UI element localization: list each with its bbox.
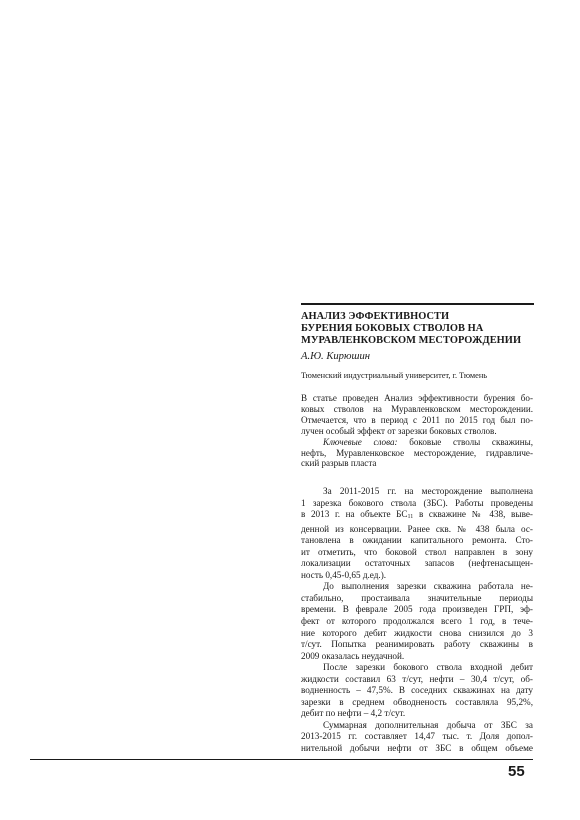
abstract-line: Отмечается, что в период с 2011 по 2015 год был по- bbox=[301, 414, 533, 425]
body-line: стабильно, простаивала значительные периоды bbox=[301, 592, 533, 603]
body-line: фект от которого продолжался всего 1 год, в тече- bbox=[301, 616, 533, 627]
abstract bbox=[301, 393, 533, 469]
abstract-line: В статье проведен Анализ эффективности бурения бо- bbox=[301, 393, 533, 403]
paragraph bbox=[301, 720, 533, 755]
footer-rule bbox=[30, 759, 533, 760]
body-line: ние которого дебит жидкости снова снизился до 3 bbox=[301, 627, 533, 638]
body-line: зарезки в среднем обводненость составляла 95,2%, bbox=[301, 696, 533, 707]
keywords-line: нефть, Муравленковское месторождение, гидравличе- bbox=[301, 447, 533, 458]
author-affiliation: Тюменский индустриальный университет, г. Тюмень bbox=[301, 371, 488, 380]
paragraph bbox=[301, 486, 533, 581]
author-name: А.Ю. Кирюшин bbox=[301, 351, 370, 362]
keywords-line bbox=[301, 437, 533, 448]
body-line: Суммарная дополнительная добыча от ЗБС за bbox=[323, 719, 533, 730]
body-line: водненность – 47,5%. В соседних скважинах на дату bbox=[301, 685, 533, 696]
body-line: До выполнения зарезки скважина работала не- bbox=[323, 581, 533, 592]
body-line: 1 зарезка бокового ствола (ЗБС). Работы проведены bbox=[301, 497, 533, 508]
keywords-line: ский разрыв пласта bbox=[301, 458, 377, 469]
page-number: 55 bbox=[508, 763, 525, 780]
body-line: жидкости составил 63 т/сут, нефти – 30,4 т/сут, об- bbox=[301, 673, 533, 684]
article-title bbox=[301, 311, 533, 347]
body-line: тановлена в ожидании капитального ремонта. Сто- bbox=[301, 535, 533, 546]
keywords-text: боковые стволы скважины, bbox=[409, 436, 533, 447]
body-text: в скважине № 438, выве- bbox=[413, 509, 533, 520]
body-line bbox=[301, 509, 533, 524]
body-line: времени. В феврале 2005 года произведен ГРП, эф- bbox=[301, 604, 533, 615]
body-line: После зарезки бокового ствола входной дебит bbox=[323, 662, 533, 673]
body-line: дебит по нефти – 4,2 т/сут. bbox=[301, 708, 406, 719]
title-line: АНАЛИЗ ЭФФЕКТИВНОСТИ bbox=[301, 311, 450, 322]
body-line: 2013-2015 гг. составляет 14,47 тыс. т. Доля допол- bbox=[301, 731, 533, 742]
paragraph bbox=[301, 581, 533, 662]
body-line: локализации остаточных запасов (нефтенасыщен- bbox=[301, 558, 533, 569]
title-line: МУРАВЛЕНКОВСКОМ МЕСТОРОЖДЕНИИ bbox=[301, 335, 522, 346]
body-line: За 2011-2015 гг. на месторождение выполнена bbox=[323, 486, 533, 496]
title-rule bbox=[301, 303, 534, 305]
body-line: 2009 оказалась неудачной. bbox=[301, 650, 405, 661]
body-text: в 2013 г. на объекте БС bbox=[301, 509, 408, 520]
body-line: т/сут. Попытка реанимировать работу скважины в bbox=[301, 639, 533, 650]
body-line: денной из консервации. Ранее скв. № 438 была ос- bbox=[301, 523, 533, 534]
body-line: ит отметить, что боковой ствол направлен в зону bbox=[301, 546, 533, 557]
body-line: нительной добычи нефти от ЗБС в общем объеме bbox=[301, 743, 533, 754]
subscript: 11 bbox=[407, 514, 414, 521]
keywords-label: Ключевые слова: bbox=[323, 436, 398, 447]
abstract-line: лучен особый эффект от зарезки боковых стволов. bbox=[301, 425, 497, 436]
title-line: БУРЕНИЯ БОКОВЫХ СТВОЛОВ НА bbox=[301, 323, 484, 334]
paragraph bbox=[301, 662, 533, 720]
abstract-line: ковых стволов на Муравленковском месторождении. bbox=[301, 403, 533, 414]
body-line: ность 0,45-0,65 д.ед.). bbox=[301, 569, 387, 580]
article-body bbox=[301, 486, 533, 755]
